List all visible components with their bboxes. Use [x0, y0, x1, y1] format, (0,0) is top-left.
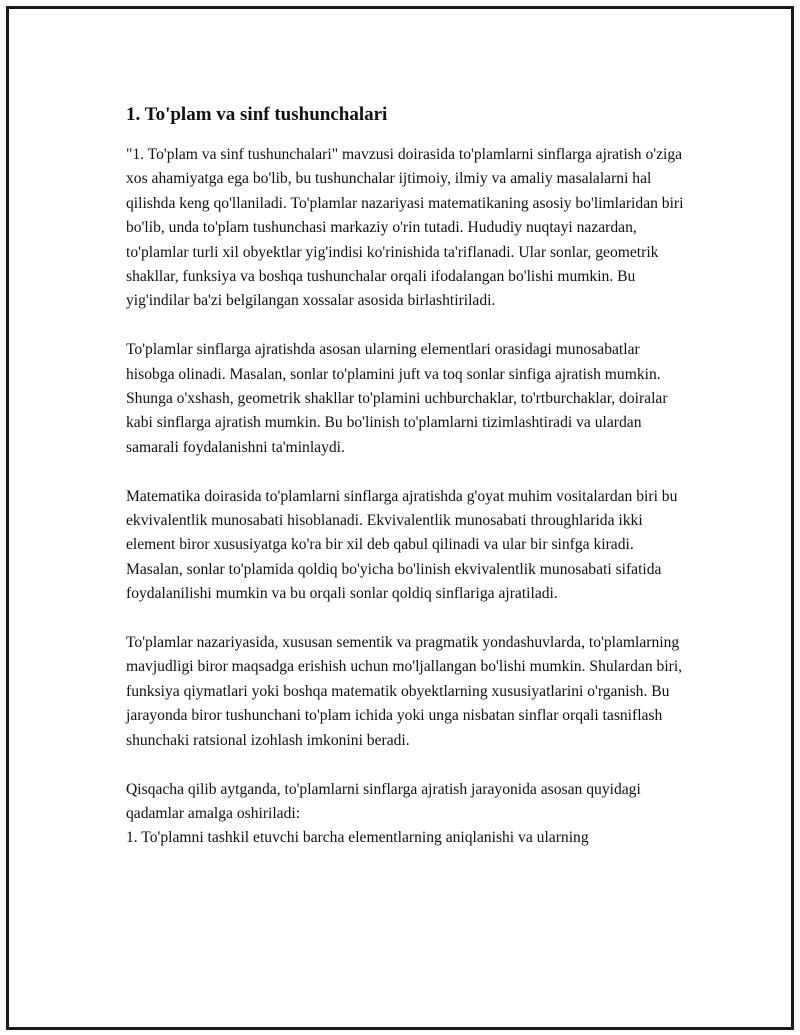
- page-title: 1. To'plam va sinf tushunchalari: [126, 104, 388, 125]
- summary-step-1: 1. To'plamni tashkil etuvchi barcha elementlarning aniqlanishi va ularning: [126, 829, 589, 847]
- document-body: [126, 101, 692, 851]
- paragraph-intro: "1. To'plam va sinf tushunchalari" mavzusi doirasida to'plamlarni sinflarga ajratish o'ziga xos ahamiyatga ega bo'lib, bu tushunchalar ijtimoiy, ilmiy va amaliy masalalarni hal qilishda keng qo'llaniladi. To'plamlar nazariyasi matematikaning asosiy bo'limlaridan biri bo'lib, unda to'plam tushunchasi markaziy o'rin tutadi. Hududiy nuqtayi nazardan, to'plamlar turli xil obyektlar yig'indisi ko'rinishida ta'riflanadi. Ular sonlar, geometrik shakllar, funksiya va boshqa tushunchalar orqali ifodalangan bo'lishi mumkin. Bu yig'indilar ba'zi belgilangan xossalar asosida birlashtiriladi.: [126, 146, 684, 310]
- paragraph-summary: [126, 778, 692, 851]
- page-frame: [6, 6, 794, 1030]
- paragraph-classification: To'plamlar sinflarga ajratishda asosan ularning elementlari orasidagi munosabatlar hisobga olinadi. Masalan, sonlar to'plamini juft va toq sonlar sinfiga ajratish mumkin. Shunga o'xshash, geometrik shakllar to'plamini uchburchaklar, to'rtburchaklar, doiralar kabi sinflarga ajratish mumkin. Bu bo'linish to'plamlarni tizimlashtiradi va ulardan samarali foydalanishni ta'minlaydi.: [126, 341, 668, 456]
- paragraph-approaches: To'plamlar nazariyasida, xususan sementik va pragmatik yondashuvlarda, to'plamlarning mavjudligi biror maqsadga erishish uchun mo'ljallangan bo'lishi mumkin. Shulardan biri, funksiya qiymatlari yoki boshqa matematik obyektlarning xususiyatlarini o'rganish. Bu jarayonda biror tushunchani to'plam ichida yoki unga nisbatan sinflar orqali tasniflash shunchaki ratsional izohlash imkonini beradi.: [126, 634, 683, 749]
- paragraph-equivalence: Matematika doirasida to'plamlarni sinflarga ajratishda g'oyat muhim vositalardan biri bu ekvivalentlik munosabati hisoblanadi. Ekvivalentlik munosabati throughlarida ikki element biror xususiyatga ko'ra bir xil deb qabul qilinadi va ular bir sinfga kiradi. Masalan, sonlar to'plamida qoldiq bo'yicha bo'linish ekvivalentlik munosabati sifatida foydalanilishi mumkin va bu orqali sonlar qoldiq sinflariga ajratiladi.: [126, 487, 678, 603]
- summary-intro: Qisqacha qilib aytganda, to'plamlarni sinflarga ajratish jarayonida asosan quyidagi qadamlar amalga oshiriladi:: [126, 780, 641, 822]
